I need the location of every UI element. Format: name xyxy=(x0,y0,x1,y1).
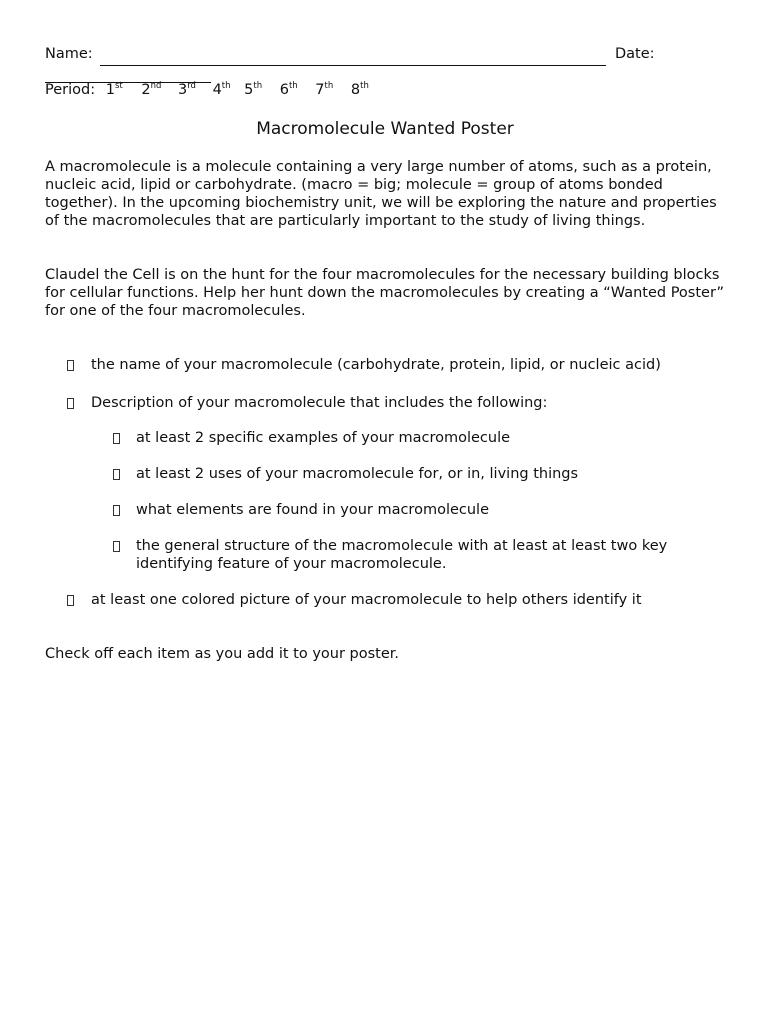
period-option[interactable]: 7th xyxy=(315,81,334,98)
checklist-item-picture[interactable] xyxy=(67,591,727,609)
checklist-subitem-label: at least 2 specific examples of your macromolecule xyxy=(136,430,511,446)
period-option[interactable]: 4th xyxy=(212,81,231,98)
checklist-item-label: at least one colored picture of your macromolecule to help others identify it xyxy=(91,592,642,608)
period-option[interactable]: 6th xyxy=(279,81,298,98)
hunt-paragraph: Claudel the Cell is on the hunt for the four macromolecules for the necessary building blocks for cellular functions. Help her hunt down the macromolecules by creating a “Wanted Poster” for one of the four macromolecules. xyxy=(45,267,725,319)
period-label: Period: xyxy=(45,82,96,98)
checkbox-icon[interactable] xyxy=(113,433,120,444)
checklist-subitem[interactable] xyxy=(113,429,713,447)
footer-instruction: Check off each item as you add it to your poster. xyxy=(45,646,400,662)
checklist-subitem[interactable] xyxy=(113,501,713,519)
checklist-item-label: the name of your macromolecule (carbohydrate, protein, lipid, or nucleic acid) xyxy=(91,357,661,373)
period-option[interactable]: 3rd xyxy=(177,81,196,98)
checklist-item-label: Description of your macromolecule that includes the following: xyxy=(91,395,548,411)
intro-paragraph: A macromolecule is a molecule containing a very large number of atoms, such as a protein, nucleic acid, lipid or carbohydrate. (macro = big; molecule = group of atoms bonded together). In the upcoming biochemistry unit, we will be exploring the nature and properties of the macromolecules that are particularly important to the study of living things. xyxy=(45,159,717,229)
name-label: Name: xyxy=(45,46,93,62)
checklist-subitem-label: the general structure of the macromolecule with at least at least two key identifying feature of your macromolecule. xyxy=(136,538,668,572)
checklist-subitem-label: what elements are found in your macromolecule xyxy=(136,502,490,518)
checkbox-icon[interactable] xyxy=(113,541,120,552)
checklist-subitem[interactable] xyxy=(113,537,713,573)
checklist-item-description[interactable] xyxy=(67,394,727,412)
name-blank-line[interactable] xyxy=(100,65,606,66)
checkbox-icon[interactable] xyxy=(113,469,120,480)
checklist-subitem-label: at least 2 uses of your macromolecule for, or in, living things xyxy=(136,466,579,482)
period-option[interactable]: 8th xyxy=(350,81,369,98)
checklist-subitem[interactable] xyxy=(113,465,713,483)
checkbox-icon[interactable] xyxy=(113,505,120,516)
period-option[interactable]: 1st xyxy=(105,81,123,98)
checklist-item-name[interactable] xyxy=(67,356,727,374)
checkbox-icon[interactable] xyxy=(67,595,74,606)
period-option[interactable]: 5th xyxy=(244,81,263,98)
period-row xyxy=(45,82,369,98)
checkbox-icon[interactable] xyxy=(67,398,74,409)
checkbox-icon[interactable] xyxy=(67,360,74,371)
page-title: Macromolecule Wanted Poster xyxy=(256,119,514,139)
date-label: Date: xyxy=(615,46,655,62)
period-option[interactable]: 2nd xyxy=(141,81,162,98)
